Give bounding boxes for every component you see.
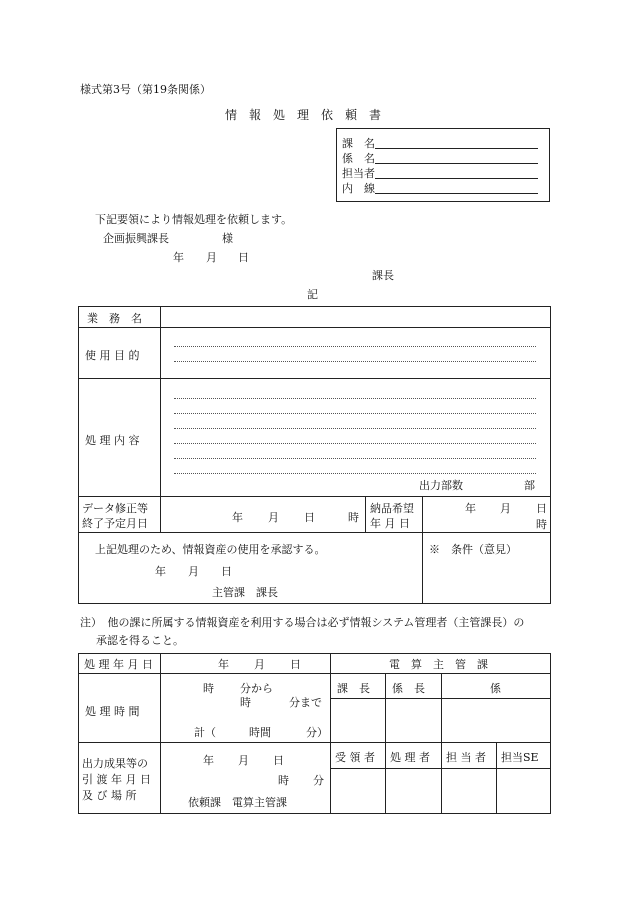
content-line-1[interactable] xyxy=(174,398,536,399)
section-name-label: 課 名 xyxy=(342,137,375,150)
time-from-hour: 時 xyxy=(203,682,214,695)
person-field[interactable] xyxy=(375,178,538,179)
extension-label: 内 線 xyxy=(342,182,375,195)
request-year: 年 xyxy=(173,251,184,264)
approval-month: 月 xyxy=(188,565,199,578)
section-chief-stamp[interactable] xyxy=(331,699,385,742)
staff-stamp[interactable] xyxy=(442,699,550,742)
form-title: 情 報 処 理 依 頼 書 xyxy=(225,108,382,122)
requesting-section: 依頼課 xyxy=(188,796,221,809)
delivery-day: 日 xyxy=(536,502,547,515)
completion-label-2: 終了予定月日 xyxy=(82,517,148,530)
form-number: 様式第3号（第19条関係） xyxy=(80,83,211,96)
delivery-hour: 時 xyxy=(536,518,547,531)
request-intro: 下記要領により情報処理を依頼します。 xyxy=(95,213,293,226)
completion-month: 月 xyxy=(268,511,279,524)
content-line-6[interactable] xyxy=(174,473,536,474)
content-line-3[interactable] xyxy=(174,428,536,429)
honorific: 様 xyxy=(222,232,233,245)
col-divider xyxy=(365,496,366,533)
note-line-1: 注） 他の課に所属する情報資産を利用する場合は必ず情報システム管理者（主管課長）の xyxy=(80,616,525,629)
processing-month: 月 xyxy=(254,658,265,671)
output-copies-label: 出力部数 xyxy=(419,479,463,492)
processing-date-label: 処 理 年 月 日 xyxy=(84,658,153,671)
main-table xyxy=(78,306,551,604)
conditions-label: ※ 条件（意見） xyxy=(429,543,517,556)
request-day: 日 xyxy=(238,251,249,264)
purpose-label: 使 用 目 的 xyxy=(85,349,140,362)
row-divider xyxy=(78,496,551,497)
row-divider xyxy=(78,327,551,328)
person-in-charge-label: 担 当 者 xyxy=(446,751,486,764)
processing-day: 日 xyxy=(290,658,301,671)
person-in-charge-stamp[interactable] xyxy=(442,769,496,814)
row-divider xyxy=(78,742,330,743)
col-divider xyxy=(160,653,161,814)
request-month: 月 xyxy=(206,251,217,264)
task-name-label: 業 務 名 xyxy=(87,312,142,325)
receiver-stamp[interactable] xyxy=(331,769,385,814)
approval-day: 日 xyxy=(221,565,232,578)
row-divider xyxy=(78,378,551,379)
total-min: 分） xyxy=(306,726,328,739)
note-line-2: 承認を得ること。 xyxy=(96,634,184,647)
extension-field[interactable] xyxy=(375,193,538,194)
time-from-min: 分から xyxy=(240,682,273,695)
output-year: 年 xyxy=(203,754,214,767)
total-hours: 時間 xyxy=(249,726,271,739)
content-line-5[interactable] xyxy=(174,458,536,459)
se-in-charge-stamp[interactable] xyxy=(497,769,550,814)
output-label-2: 引 渡 年 月 日 xyxy=(82,773,151,786)
content-line-4[interactable] xyxy=(174,443,536,444)
delivery-label-2: 年 月 日 xyxy=(370,517,410,530)
ki-mark: 記 xyxy=(307,288,318,301)
unit-chief-stamp[interactable] xyxy=(386,699,441,742)
delivery-year: 年 xyxy=(465,502,476,515)
content-label: 処 理 内 容 xyxy=(85,434,140,447)
col-divider xyxy=(160,306,161,533)
col-divider xyxy=(422,496,423,604)
receiver-label: 受 領 者 xyxy=(335,751,375,764)
output-hour: 時 xyxy=(278,774,289,787)
output-day: 日 xyxy=(273,754,284,767)
section-chief-label: 課 長 xyxy=(337,682,370,695)
approver: 主管課 課長 xyxy=(212,586,278,599)
se-in-charge-label: 担当SE xyxy=(501,751,539,764)
output-label-3: 及 び 場 所 xyxy=(82,789,137,802)
purpose-line-2[interactable] xyxy=(174,361,536,362)
dept-section: 電算主管課 xyxy=(232,796,287,809)
staff-label: 係 xyxy=(490,682,501,695)
row-divider xyxy=(78,673,551,674)
processor-stamp[interactable] xyxy=(386,769,441,814)
unit-name-label: 係 名 xyxy=(342,152,375,165)
purpose-line-1[interactable] xyxy=(174,346,536,347)
content-line-2[interactable] xyxy=(174,413,536,414)
requester-title: 課長 xyxy=(372,269,394,282)
completion-year: 年 xyxy=(232,511,243,524)
processing-year: 年 xyxy=(218,658,229,671)
delivery-month: 月 xyxy=(500,502,511,515)
unit-chief-label: 係 長 xyxy=(392,682,425,695)
row-divider xyxy=(78,532,551,533)
copies-unit: 部 xyxy=(524,479,535,492)
processor-label: 処 理 者 xyxy=(390,751,430,764)
time-to-min: 分まで xyxy=(289,696,322,709)
completion-hour: 時 xyxy=(348,511,359,524)
section-name-field[interactable] xyxy=(375,148,538,149)
output-min: 分 xyxy=(313,774,324,787)
unit-name-field[interactable] xyxy=(375,163,538,164)
completion-day: 日 xyxy=(304,511,315,524)
total-label: 計（ xyxy=(194,726,216,739)
output-month: 月 xyxy=(238,754,249,767)
addressee: 企画振興課長 xyxy=(103,232,169,245)
processing-time-label: 処 理 時 間 xyxy=(85,705,140,718)
person-label: 担当者 xyxy=(342,167,375,180)
completion-label-1: データ修正等 xyxy=(82,502,148,515)
dept-header: 電 算 主 管 課 xyxy=(389,658,488,671)
time-to-hour: 時 xyxy=(240,696,251,709)
delivery-label-1: 納品希望 xyxy=(370,502,414,515)
approval-text: 上記処理のため、情報資産の使用を承認する。 xyxy=(95,543,326,556)
output-label-1: 出力成果等の xyxy=(82,757,148,770)
task-name-field[interactable] xyxy=(162,308,550,326)
approval-year: 年 xyxy=(155,565,166,578)
